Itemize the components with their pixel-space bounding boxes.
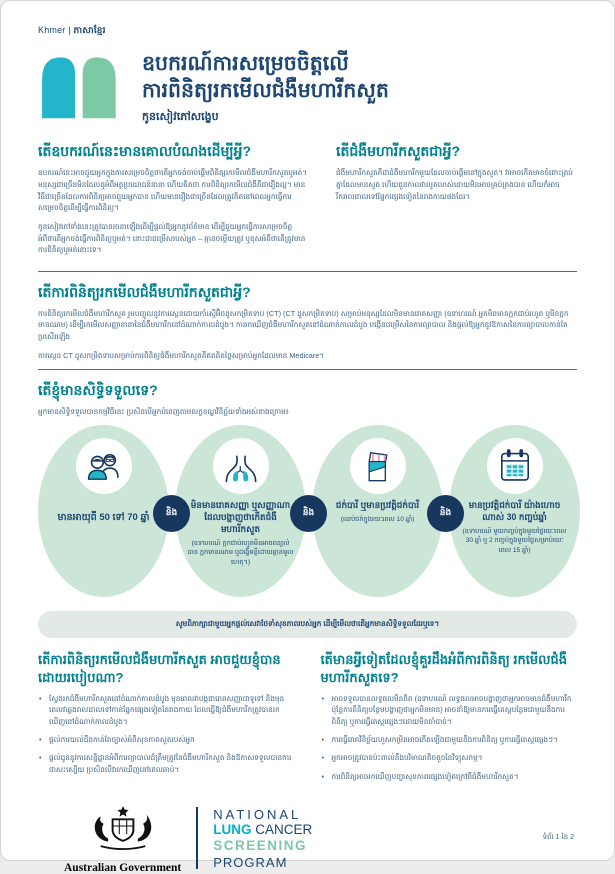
list-item: • ផ្តល់ការយល់ដឹងកាន់តែច្បាស់អំពីសុខភាពសួតរបស់អ្នក — [38, 734, 295, 745]
section-eligibility — [38, 381, 577, 418]
footer — [64, 803, 577, 874]
australian-government-logo — [64, 803, 181, 874]
page-number: ទំព័រ 1 នៃ 2 — [542, 834, 574, 841]
program-logo-lung: LUNG — [213, 822, 252, 838]
australian-government-label: Australian Government — [64, 861, 182, 874]
section-screening-paragraph-2: ការស្កេន CT ដូសកម្រិតទាបសម្រាប់ការពិនិត្យជំងឺមហារីកសួតគឺឥតគិតថ្លៃសម្រាប់អ្នកដែលមាន Medicare។ — [38, 350, 325, 360]
section-purpose-row — [38, 142, 577, 263]
section-screening-paragraph-1: ការពិនិត្យរកមើលជំងឺមហារីកសួត រួមបញ្ចូលនូវការស្កេនដោយកាំរស្មីអ៊ិចដូសកម្រិតទាប (CT) (CT ដូសកម្រិតទាប) សម្រាប់មនុស្សដែលមិនមានរោគសញ្ញា (ឧទាហរណ៍ អ្នកមិនមានក្អកជាប់រហូត ឬមិនក្អកមានឈាម) ដើម្បីរកមើលសញ្ញានានានៃជំងឺមហារីកនៅដំណាក់កាលដំបូង។ ការរកឃើញជំងឺមហារីកសួតនៅដំណាក់កាលដំបូង បង្កើនជម្រើសនៃការព្យាបាល និងផ្តល់ឱ្យអ្នកនូវឱកាសនៃការព្យាបាលកាន់តែប្រសើរឡើង — [38, 308, 569, 342]
calendar-icon — [493, 444, 537, 488]
qa-left-list — [38, 693, 295, 775]
divider — [38, 271, 577, 272]
program-logo-program: PROGRAM — [213, 854, 288, 870]
page-title-line1: ឧបករណ៍ការសម្រេចចិត្តលើ — [142, 52, 349, 75]
language-tag-native: ភាសាខ្មែរ — [73, 25, 106, 35]
and-connector: និង — [153, 495, 190, 532]
section-what-is — [336, 142, 577, 263]
criterion-age-text: មានអាយុពី 50 ទៅ 70 ឆ្នាំ — [57, 512, 150, 524]
section-purpose-paragraph-2: កូនសៀវភៅទាំងនេះត្រូវបានរចនាឡើងដើម្បីផ្តល់ឱ្យអ្នកនូវព័ត៌មាន ដើម្បីជួយអ្នកធ្វើការសម្រេចចិត្តអំពីថាតើអ្នកចង់ធ្វើការពិនិត្យឬអត់។ នោះជាជម្រើសរបស់អ្នក – គ្មានចម្លើយត្រូវ ឬខុសអំពីថាតើត្រូវមានការពិនិត្យឬអត់នោះទេ។ — [38, 221, 306, 255]
language-tag-en: Khmer — [38, 25, 66, 35]
cigarette-pack-icon — [356, 444, 400, 488]
coat-of-arms-icon — [77, 803, 169, 855]
chest-lungs-icon — [219, 444, 263, 488]
masthead — [38, 51, 577, 126]
qa-section — [38, 651, 577, 789]
section-purpose-paragraph-1: ឧបករណ៍នេះអាចជួយអ្នកក្នុងការសម្រេចចិត្តថាតើអ្នកចង់ចាប់ផ្តើមពិនិត្យរកមើលជំងឺមហារីកសួតឬអត់។ មនុស្សជាច្រើនមិនដែលឮអំពីអត្ថប្រយោជន៍នានា ហើយគិតថា ការពិនិត្យរកមើលជំងឺគឺជារឿងល្អ។ មានវិធីជាច្រើនដែលការពិនិត្យអាចជួយអ្នកបាន ហើយមានរឿងជាច្រើនដែលត្រូវគិតនៅពេលអ្នកធ្វើការសម្រេចចិត្តដើម្បីធ្វើការពិនិត្យ។ — [38, 168, 308, 213]
program-logo — [213, 807, 312, 871]
qa-right-list — [321, 693, 578, 782]
program-logo-screening: SCREENING — [213, 838, 307, 854]
criterion-pack-years-text: មានប្រវត្តិជក់បារី យ៉ាងហោចណាស់ 30 កញ្ចប់ឆ្នាំ — [468, 500, 561, 522]
list-item: • អ្នកអាចត្រូវបានប៉ះពាល់នឹងបរិមាណតិចតួចនៃវិទ្យុសកម្ម។ — [321, 752, 578, 763]
section-what-is-paragraph: ជំងឺមហារីកសួតគឺជាជំងឺមហារីកមួយដែលចាប់ផ្តើមនៅក្នុងសួត។ វាអាចកើតមានចំពោះគ្រប់គ្នាដែលមានសួត ហើយជួនកាលវាលូតលាស់ដោយមិនអាចគ្រប់គ្រងបាន ហើយក៏អាចរីករាលដាលទៅផ្នែកផ្សេងទៀតនៃរាងកាយផងដែរ។ — [336, 168, 573, 201]
section-purpose-heading: តើឧបករណ៍នេះមានគោលបំណងដើម្បីអ្វី? — [38, 143, 252, 160]
program-logo-cancer: CANCER — [251, 822, 313, 838]
program-logo-national: NATIONAL — [213, 806, 302, 822]
section-eligibility-intro: អ្នកមានសិទ្ធិទទួលបានកម្មវិធីនេះ ប្រសិនបើអ្នកបំពេញតាមលក្ខខណ្ឌវិនិច្ឆ័យទាំងអស់ខាងក្រោម៖ — [38, 407, 289, 417]
section-screening — [38, 283, 577, 362]
couple-icon — [82, 444, 126, 488]
criterion-no-symptoms-note: (ឧទាហរណ៍ ក្អកជាប់រហូតមិនអាចពន្យល់បាន ក្អកមានឈាម ឬដង្ហើមខ្លីដោយគ្មានមូលហេតុ។) — [187, 539, 294, 566]
criterion-smoking-note: (ឈប់ជក់ក្នុងរយៈពេល 10 ឆ្នាំ) — [340, 515, 415, 523]
eligibility-criteria — [38, 425, 577, 601]
section-eligibility-heading: តើខ្ញុំមានសិទ្ធិទទួលទេ? — [38, 382, 158, 399]
criterion-pack-years — [449, 425, 580, 597]
criterion-no-symptoms-text: មិនមានរោគសញ្ញា ឬសញ្ញាណាដែលបង្ហាញថាកើតជំងឺមហារីកសួត — [190, 500, 291, 534]
language-tag-separator: | — [68, 25, 71, 35]
qa-left-column — [38, 651, 295, 789]
page-title-line2: ការពិនិត្យរកមើលជំងឺមហារីកសួត — [142, 78, 389, 102]
criterion-no-symptoms — [175, 425, 306, 597]
list-item: • ការពិនិត្យអាចរកឃើញបញ្ហាសុខភាពផ្សេងទៀតក្រៅពីជំងឺមហារីកសួត។ — [321, 771, 578, 782]
footer-divider — [196, 807, 198, 869]
and-connector: និង — [427, 495, 464, 532]
list-item: • អាចទទួលបានលទ្ធផលមិនពិត (ឧទាហរណ៍ លទ្ធផលអាចបង្ហាញថាអ្នកអាចមានជំងឺមហារីក ប៉ុន្តែការពិនិត្យបន្ថែមបង្ហាញថាអ្នកមិនមាន) អាចនាំឱ្យមានការធ្វើតេស្តបន្ថែមជាមួយនឹងការពិនិត្យ ឬការធ្វើតេស្តផ្សេងៗដោយមិនចាំបាច់។ — [321, 693, 578, 727]
section-what-is-heading: តើជំងឺមហារីកសួតជាអ្វី? — [336, 143, 461, 160]
list-item: • ស្វែងរកជំងឺមហារីកសួតនៅដំណាក់កាលដំបូង មុនពេលវាបង្កជារោគសញ្ញាជាទូទៅ និងមុនពេលវាឆ្លងរាលដាលទៅកាន់ផ្នែកផ្សេងទៀតនៃរាងកាយ ដែលធ្វើឱ្យជំងឺមហារីកត្រូវបានរកឃើញនៅដំណាក់កាលដំបូង។ — [38, 693, 295, 727]
criterion-smoking-text: ជក់បារី ឬមានប្រវត្តិជក់បារី — [335, 500, 420, 511]
lungs-logo-icon — [38, 54, 124, 120]
and-connector: និង — [290, 495, 327, 532]
list-item: • ផ្តល់ជូននូវការសន្និដ្ឋានអំពីការព្យាបាលដ៏ត្រឹមត្រូវនៃជំងឺមហារីកសួត និងឱកាសទទួលបានការជាសះស្បើយ ប្រសិនបើវារកឃើញនៅពេលឆាប់។ — [38, 752, 295, 775]
criterion-age — [38, 425, 169, 597]
section-purpose — [38, 142, 310, 263]
qa-left-heading: តើការពិនិត្យរកមើលជំងឺមហារីកសួត អាចជួយខ្ញុំបានដោយរបៀបណា? — [38, 651, 281, 685]
list-item: • ការធ្វើរោគវិនិច្ឆ័យហួសកម្រិតអាចកើតឡើងជាមួយនឹងការពិនិត្យ ឬការធ្វើតេស្តផ្សេងៗ។ — [321, 734, 578, 745]
page-title — [142, 51, 389, 104]
language-tag — [38, 25, 577, 38]
criterion-smoking — [312, 425, 443, 597]
qa-right-column — [321, 651, 578, 789]
eligibility-banner: សូមពិភាក្សាជាមួយអ្នកផ្តល់សេវាថែទាំសុខភាពរបស់អ្នក ដើម្បីមើលថាតើអ្នកមានសិទ្ធិទទួលដែរឬទេ។ — [38, 611, 577, 638]
qa-right-heading: តើមានអ្វីទៀតដែលខ្ញុំគួរដឹងអំពីការពិនិត្យ រកមើលជំងឺមហារីកសួតទេ? — [320, 651, 568, 685]
criterion-pack-years-note: (ឧទាហរណ៍ មួយកញ្ចប់ក្នុងមួយថ្ងៃរយៈពេល 30 ឆ្នាំ ឬ 2 កញ្ចប់ក្នុងមួយថ្ងៃសម្រាប់រយៈពេល 15 ឆ្នាំ) — [462, 527, 567, 554]
page-subtitle: កូនសៀវភៅសង្ខេប — [142, 111, 219, 124]
divider — [38, 369, 577, 370]
section-screening-heading: តើការពិនិត្យរកមើលជំងឺមហារីកសួតជាអ្វី? — [38, 283, 251, 300]
